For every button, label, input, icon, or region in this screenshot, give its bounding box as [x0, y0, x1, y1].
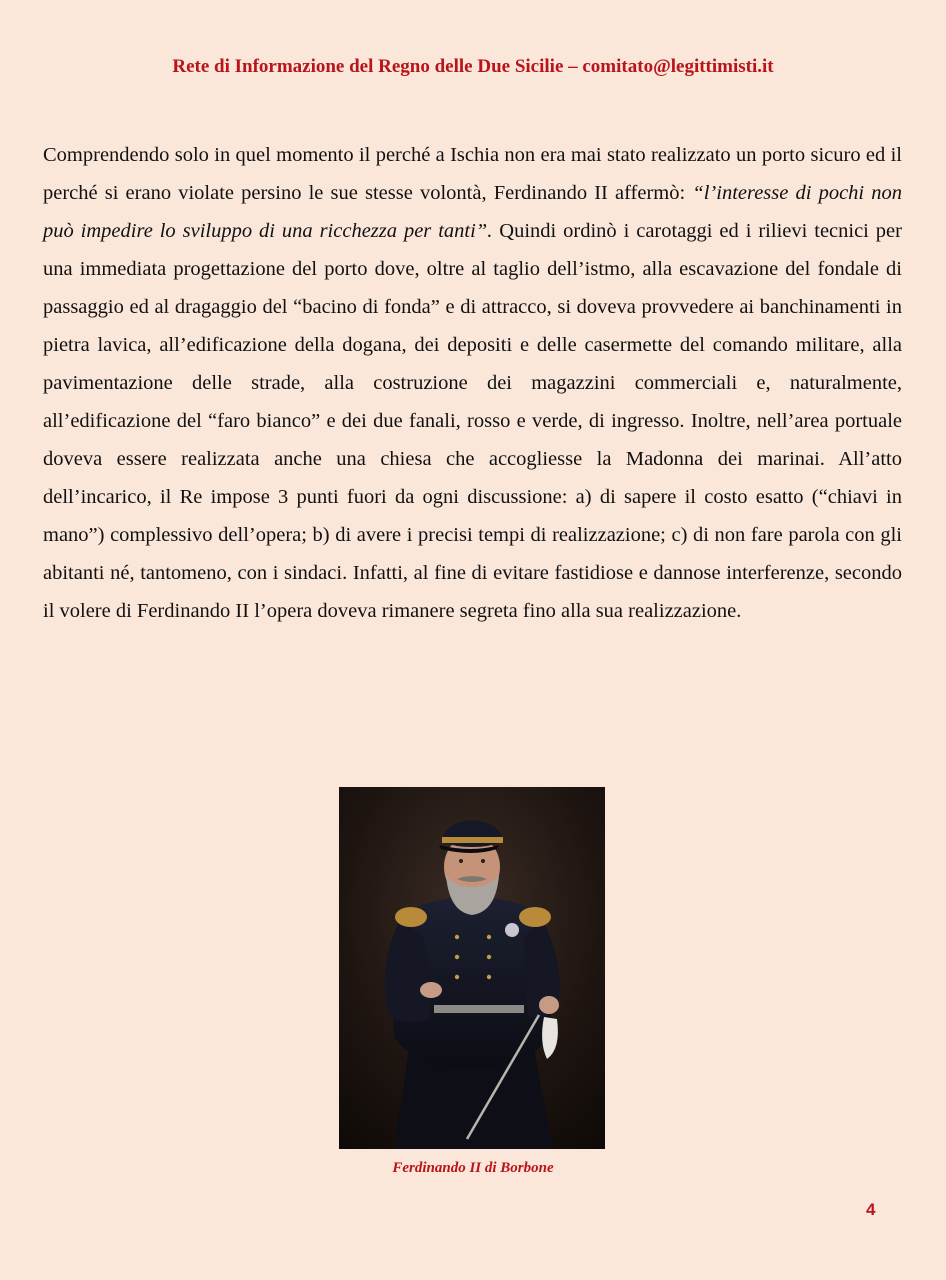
body-paragraph [43, 136, 902, 630]
photo-caption: Ferdinando II di Borbone [392, 1160, 554, 1176]
page-number: 4 [866, 1200, 876, 1219]
king-quote: “l’interesse di pochi non può impedire lo sviluppo di una ricchezza per tanti”. [43, 182, 902, 242]
paragraph-text-intro: Comprendendo solo in quel momento il perché a Ischia non era mai stato realizzato un porto sicuro ed il perché si erano violate persino le sue stesse volontà, Ferdinando II affermò: [43, 144, 902, 204]
paragraph-text-main: Quindi ordinò i carotaggi ed i rilievi tecnici per una immediata progettazione del porto dove, oltre al taglio dell’istmo, alla escavazione del fondale di passaggio ed al dragaggio del “bacino di fonda” e di attracco, si doveva provvedere ai banchinamenti in pietra lavica, all’edificazione della dogana, dei depositi e delle casermette del comando militare, alla pavimentazione delle strade, alla costruzione dei magazzini commerciali e, naturalmente, all’edificazione del “faro bianco” e dei due fanali, rosso e verde, di ingresso. Inoltre, nell’area portuale doveva essere realizzata anche una chiesa che accogliesse la Madonna dei marinai. All’atto dell’incarico, il Re impose 3 punti fuori da ogni discussione: a) di sapere il costo esatto (“chiavi in mano”) complessivo dell’opera; b) di avere i precisi tempi di realizzazione; c) di non fare parola con gli abitanti né, tantomeno, con i sindaci. Infatti, al fine di evitare fastidiose e dannose interferenze, secondo il volere di Ferdinando II l’opera doveva rimanere segreta fino alla sua realizzazione. [43, 220, 902, 622]
page-header: Rete di Informazione del Regno delle Due Sicilie – comitato@legittimisti.it [172, 56, 774, 77]
portrait-photo [339, 787, 605, 1149]
